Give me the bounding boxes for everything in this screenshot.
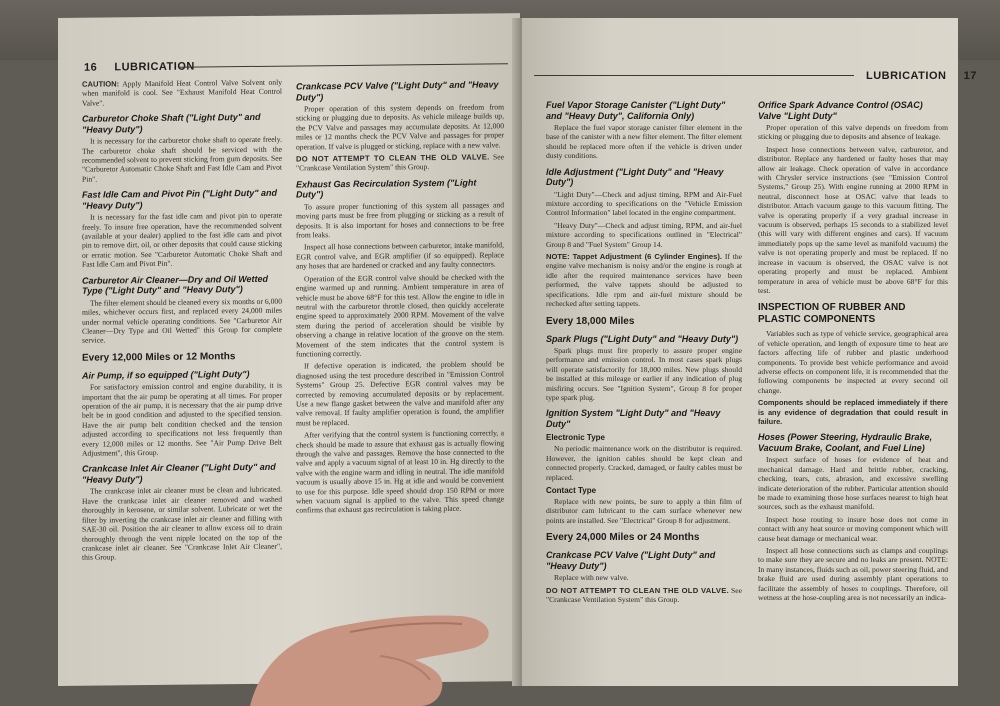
hand-photo: [230, 596, 560, 706]
caution-label: CAUTION:: [82, 79, 120, 89]
warning-text: DO NOT ATTEMPT TO CLEAN THE OLD VALVE.: [296, 152, 490, 164]
caution-paragraph: [82, 78, 282, 108]
interval-heading: INSPECTION OF RUBBER AND PLASTIC COMPONENTS: [758, 302, 906, 326]
section-heading: Carburetor Choke Shaft ("Light Duty" and "Heavy Duty"): [82, 112, 261, 135]
left-header-rule: [178, 63, 508, 67]
interval-heading: Every 18,000 Miles: [546, 315, 635, 327]
section-heading: Spark Plugs ("Light Duty" and "Heavy Duty"): [546, 333, 739, 344]
paragraph: It is necessary for the fast idle cam and pivot pin to operate freely. To insure free operation, have the recommended solvent (available at your dealer) applied to the fast idle cam and pivot pin to remove dirt, oil, or other deposits that could cause sticking or erratic motion. See "Carburetor Automatic Choke Shaft and Fast Idle Cam and Pivot Pin".: [82, 210, 282, 270]
right-section-title: LUBRICATION: [866, 70, 947, 82]
paragraph: Inspect all hose connections between carburetor, intake manifold, EGR control valve, and EGR amplifier (if so equipped). Replace any hoses that are hardened or cracked and any faulty connectors.: [296, 240, 504, 271]
section-heading: Fuel Vapor Storage Canister ("Light Duty" and "Heavy Duty", California Only): [546, 100, 726, 121]
paragraph: Replace with new valve.: [554, 573, 629, 583]
paragraph: Proper operation of this system depends on freedom from sticking or plugging due to deposits. As vehicle mileage builds up, the PCV Valve and passages may accumulate deposits. At 12,000 miles or 12 months check the PCV Valve and passages for proper operation. If valve is plugged or sticking, replace with a new valve.: [296, 102, 504, 152]
paragraph: Inspect all hose connections such as clamps and couplings to make sure they are secure and no leaks are present. NOTE: In many instances, fluids such as oil, power steering fluid, and brake fluid are used during assembly plant operations to facilitate the assembly of hoses to couplings. Therefore, oil wetness at the hose-coupling area is not necessarily an indica-: [758, 546, 948, 603]
paragraph: To assure proper functioning of this system all passages and moving parts must be free from plugging or sticking as a result of deposits. It is also important for hoses and connections to be free from leaks.: [296, 200, 504, 240]
paragraph: Variables such as type of vehicle service, geographical area of vehicle operation, and length of exposure time to heat are factors affecting life of rubber and plastic underhood components. To provide best vehicle performance and avoid adverse effects on component life, it is recommended that the following components be inspected at every second oil change.: [758, 329, 948, 395]
paragraph: Proper operation of this valve depends on freedom from sticking or plugging due to deposits and absence of leakage.: [758, 123, 948, 142]
right-column-2: [758, 94, 948, 684]
paragraph: If defective operation is indicated, the problem should be diagnosed using the test procedure described in "Emission Control Systems" Group 25. Defective EGR control valves may be corrected by removing accumulated deposits or by replacement. Use a new flange gasket between the valve and manifold after any valve removal. If faulty amplifier operation is found, the amplifier must be replaced.: [296, 359, 504, 428]
paragraph: No periodic maintenance work on the distributor is required. However, the ignition cables should be kept clean and connected properly. Cracked, damaged, or faulty cables must be replaced.: [546, 444, 742, 482]
paragraph: Inspect hose connections between valve, carburetor, and distributor. Replace any hardened or faulty hoses that may allow air leakage. Check operation of valve in accordance with Chrysler service instructions (see "Emission Control Systems," Group 25). With engine running at 2000 RPM in neutral, disconnect hose at OSAC valve that leads to distributor. Attach vacuum gauge to this vacuum fitting. The valve is operating properly if a very gradual increase in vacuum is observed, perhaps 15 seconds to a stabilized level (this will vary with different engines and cars). If vacuum immediately pops up the same level as manifold vacuum) the valve is not operating properly and must be replaced. If no increase in vacuum is observed, the OSAC valve is not operating properly and must be replaced. Ambient temperature in area of vehicle must be above 68°F for this test.: [758, 144, 948, 295]
right-header-rule: [534, 75, 854, 76]
paragraph: The crankcase inlet air cleaner must be clean and lubricated. Have the crankcase inlet air cleaner removed and washed thoroughly in kerosene, or similar solvent. Lubricate or wet the filter by inverting the crankcase inlet air cleaner and filling with SAE-30 oil. Position the air cleaner to allow excess oil to drain thoroughly through the vent nipple located on the top of the crankcase inlet air cleaner. See "Crankcase Inlet Air Cleaner", this Group.: [82, 485, 282, 563]
paragraph: For satisfactory emission control and engine durability, it is important that the air pump be operating at all times. For proper operation of the air pump, it is necessary that the air pump drive belt be in good condition and adjusted to the specified tension. Have the air pump belt condition checked and the tension adjusted according to specifications not less frequently than every 12,000 miles or 12 months. See "Air Pump Drive Belt Adjustment", this Group.: [82, 380, 282, 458]
paragraph: Spark plugs must fire properly to assure proper engine performance and emission control. In most cases spark plugs will operate satisfactorily for 18,000 miles. New plugs should be installed at this mileage or earlier if any indication of plug misfiring occurs. See "Ignition System", Group 8 for proper type spark plug.: [546, 346, 742, 403]
left-page-number: 16: [84, 61, 98, 74]
warning-tail: See "Crankcase Ventilation System" this Group.: [296, 152, 504, 173]
warning-paragraph: [546, 586, 742, 605]
section-heading: Idle Adjustment ("Light Duty" and "Heavy Duty"): [546, 166, 724, 188]
paragraph: The filter element should be cleaned every six months or 6,000 miles, whichever occurs first, and replaced every 24,000 miles under normal vehicle operating conditions. See "Carburetor Air Cleaner—Dry Type and Oil Wetted" this Group for complete service.: [82, 296, 282, 346]
paragraph: Inspect hose routing to insure hose does not come in contact with any heat source or moving component which will cause heat damage or mechanical wear.: [758, 514, 948, 543]
right-page: [522, 18, 977, 686]
paragraph: After verifying that the control system is functioning correctly, a check should be made to assure that exhaust gas is actually flowing through the valve and passages. Remove the hose connected to the valve and apply a vacuum signal of at least 10 in. Hg directly to the valve with the engine warm and idling in neutral. The idle manifold vacuum is usually above 15 in. Hg at idle and would be convenient to use for this purpose. Idle speed should drop 150 RPM or more when vacuum signal is applied to the valve. This speed change confirms that exhaust gas recirculation is taking place.: [296, 428, 504, 515]
paragraph: "Light Duty"—Check and adjust timing, RPM and Air-Fuel mixture according to specifications on the "Vehicle Emission Control Information" label located in the engine compartment.: [546, 189, 742, 218]
warning-paragraph: [296, 152, 504, 173]
left-page: [58, 13, 520, 686]
section-heading: Crankcase Inlet Air Cleaner ("Light Duty" and "Heavy Duty"): [82, 462, 276, 485]
left-column-2: [296, 73, 504, 675]
subheading: Electronic Type: [546, 433, 605, 443]
note-label: NOTE: Tappet Adjustment (6 Cylinder Engines).: [546, 252, 722, 262]
section-heading: Crankcase PCV Valve ("Light Duty" and "Heavy Duty"): [296, 79, 499, 103]
warning-tail: See "Crankcase Ventilation System" this Group.: [546, 585, 742, 605]
paragraph: Replace with new points, be sure to apply a thin film of distributor cam lubricant to the cam surface whenever new points are installed. See "Electrical" Group 8 for adjustment.: [546, 497, 742, 525]
left-column-1: [82, 78, 282, 640]
paragraph: It is necessary for the carburetor choke shaft to operate freely. The carburetor choke shaft should be serviced with the recommended solvent to prevent sticking from gum deposits. See "Carburetor Automatic Choke Shaft and Fast Idle Cam and Pivot Pin".: [82, 134, 282, 184]
interval-heading: Every 24,000 Miles or 24 Months: [546, 532, 700, 544]
section-heading: Orifice Spark Advance Control (OSAC) Valve "Light Duty": [758, 100, 923, 121]
paragraph: "Heavy Duty"—Check and adjust timing, RPM, and air-fuel mixture according to specifications outlined in "Electrical" Group 8 and "Fuel System" Group 14.: [546, 220, 742, 249]
warning-text: DO NOT ATTEMPT TO CLEAN THE OLD VALVE.: [546, 585, 730, 595]
paragraph: Operation of the EGR control valve should be checked with the engine warmed up and running. Ambient temperature in area of vehicle must be above 68°F for this test. Allow the engine to idle in neutral with the carburetor throttle closed, then quickly accelerate engine speed to approximately 2000 RPM. Movement of the valve stem during the period of acceleration should be visible by observing a change in relative location of the groove on the stem. Movement of the stem indicates that the control system is functioning correctly.: [296, 272, 504, 359]
left-section-title: LUBRICATION: [114, 60, 195, 74]
note-text: If the engine valve mechanism is noisy and/or the engine is rough at idle after the required maintenance services have been performed, the valve tappets should be adjusted to specifications. Idle rpm and air-fuel mixture should be rechecked after setting tappets.: [546, 252, 742, 309]
emphasis-paragraph: Components should be replaced immediately if there is any evidence of degradation that could result in failure.: [758, 398, 948, 426]
right-page-number: 17: [963, 70, 977, 82]
section-heading: Fast Idle Cam and Pivot Pin ("Light Duty" and "Heavy Duty"): [82, 187, 278, 211]
section-heading: Hoses (Power Steering, Hydraulic Brake, Vacuum Brake, Coolant, and Fuel Line): [758, 432, 933, 453]
note-paragraph: [546, 252, 742, 308]
section-heading: Exhaust Gas Recirculation System ("Light Duty"): [296, 177, 477, 200]
section-heading: Air Pump, if so equipped ("Light Duty"): [82, 368, 250, 381]
paragraph: Replace the fuel vapor storage canister filter element in the base of the canister with a new filter element. The filter element should be replaced more often if the vehicle is driven under dusty conditions.: [546, 123, 742, 161]
section-heading: Ignition System "Light Duty" and "Heavy Duty": [546, 408, 721, 429]
right-column-1: [546, 94, 742, 684]
section-heading: Crankcase PCV Valve ("Light Duty" and "Heavy Duty"): [546, 550, 716, 571]
interval-heading: Every 12,000 Miles or 12 Months: [82, 350, 236, 364]
section-heading: Carburetor Air Cleaner—Dry and Oil Wetted Type ("Light Duty" and "Heavy Duty"): [82, 273, 269, 296]
paragraph: Inspect surface of hoses for evidence of heat and mechanical damage. Hard and brittle rubber, cracking, checking, tears, cuts, abrasion, and excessive swelling indicate deterioration of the rubber. Particular attention should be made to examining those hose surfaces nearest to high heat sources, such as the exhaust manifold.: [758, 455, 948, 512]
right-page-header: [866, 70, 977, 82]
subheading: Contact Type: [546, 486, 597, 496]
caution-text: Apply Manifold Heat Control Valve Solvent only when manifold is cool. See "Exhaust Manifold Heat Control Valve".: [82, 77, 282, 108]
